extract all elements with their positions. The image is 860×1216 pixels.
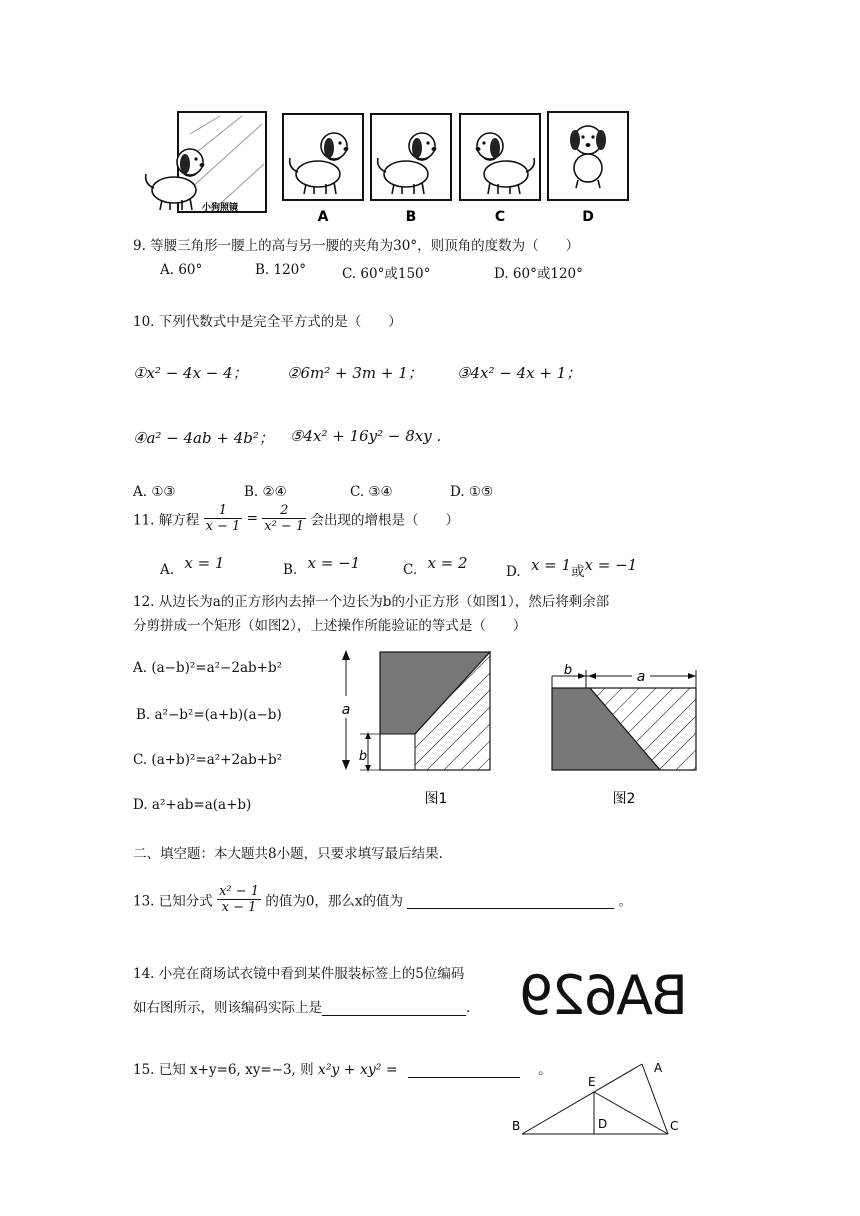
q11-option-d-expr: x = 1	[530, 556, 572, 574]
q9-option-c: C. 60°或150°	[342, 266, 431, 282]
q11-stem	[133, 503, 459, 534]
q10-item-5: ⑤4x² + 16y² − 8xy .	[290, 427, 442, 445]
q11-option-a-expr: x = 1	[184, 554, 225, 572]
q12-option-a: A. (a−b)²=a²−2ab+b²	[133, 660, 283, 676]
q12-option-b: B. a²−b²=(a+b)(a−b)	[136, 707, 282, 723]
q11-option-d-joiner: 或	[571, 564, 585, 580]
q11-fraction-2	[262, 503, 306, 534]
q9-option-b: B. 120°	[255, 262, 307, 278]
q11-equals: =	[246, 510, 258, 527]
fig1-caption: 图1	[424, 791, 448, 807]
q14-line-1: 14. 小亮在商场试衣镜中看到某件服装标签上的5位编码	[133, 966, 465, 982]
q11-option-c	[403, 554, 468, 578]
fig2-label-b: b	[563, 663, 573, 678]
q14-line-2-text: 如右图所示，则该编码实际上是	[133, 1000, 322, 1016]
q11-option-a-letter: A.	[160, 562, 175, 578]
q14-line-2	[133, 996, 470, 1016]
q13-end: 。	[618, 893, 633, 910]
q12-line-1: 12. 从边长为a的正方形内去掉一个边长为b的小正方形（如图1），然后将剩余部	[133, 594, 610, 610]
q10-item-4: ④a² − 4ab + 4b²；	[133, 429, 274, 447]
q10-stem: 10. 下列代数式中是完全平方式的是（ ）	[133, 314, 402, 330]
triangle-label-b: B	[512, 1119, 521, 1133]
triangle-label-d: D	[598, 1117, 608, 1131]
q11-fraction-1	[204, 503, 243, 534]
option-b-label: B	[405, 209, 417, 225]
q13-prefix: 13. 已知分式	[133, 893, 213, 910]
q11-option-c-letter: C.	[403, 562, 418, 578]
q10-option-a: A. ①③	[133, 484, 176, 500]
section-2-heading: 二、填空题：本大题共8小题，只要求填写最后结果.	[133, 846, 443, 862]
q11-option-a	[160, 554, 225, 578]
option-c-mirror	[460, 114, 540, 225]
q11-option-b-expr: x = −1	[307, 554, 361, 572]
q11-frac1-den: x − 1	[205, 519, 241, 534]
q15-expr: x²y + xy² =	[317, 1062, 398, 1078]
q14-end: .	[466, 1000, 471, 1016]
q9-stem: 9. 等腰三角形一腰上的高与另一腰的夹角为30°，则顶角的度数为（ ）	[133, 238, 580, 254]
q13-answer-blank[interactable]	[407, 890, 614, 909]
q15-stem	[133, 1058, 552, 1078]
q9-option-a: A. 60°	[160, 262, 203, 278]
mirror-caption: 小狗照镜	[201, 203, 239, 213]
fig1-label-a: a	[341, 702, 351, 718]
q14-answer-blank[interactable]	[322, 999, 466, 1016]
q13-suffix: 的值为0，那么x的值为	[265, 893, 404, 910]
q11-option-d	[506, 556, 638, 580]
q10-option-d: D. ①⑤	[450, 484, 494, 500]
q11-option-b	[283, 554, 361, 578]
triangle-label-e: E	[588, 1075, 596, 1089]
figure-1	[330, 646, 500, 816]
q11-option-c-expr: x = 2	[427, 554, 468, 572]
fig2-caption: 图2	[612, 791, 636, 807]
q11-frac2-den: x² − 1	[264, 519, 305, 534]
figure-2	[548, 660, 703, 820]
q12-option-d: D. a²+ab=a(a+b)	[133, 797, 252, 813]
q14-mirror-code-text: BA629	[520, 964, 688, 1027]
triangle-label-c: C	[670, 1119, 679, 1133]
q11-frac2-num: 2	[262, 503, 306, 519]
q15-end: 。	[538, 1062, 552, 1078]
q11-stem-suffix: 会出现的增根是（ ）	[310, 512, 460, 529]
q11-option-d-expr2: x = −1	[584, 556, 638, 574]
q13-frac-den: x − 1	[221, 900, 257, 915]
option-a-mirror	[283, 114, 363, 225]
original-mirror	[146, 112, 266, 213]
q14-mirror-code	[520, 964, 688, 1027]
q12-line-2: 分剪拼成一个矩形（如图2），上述操作所能验证的等式是（ ）	[133, 618, 527, 634]
q15-prefix: 15. 已知 x+y=6, xy=−3, 则	[133, 1062, 318, 1078]
q10-option-b: B. ②④	[244, 484, 287, 500]
option-c-label: C	[494, 209, 506, 225]
q11-frac1-num: 1	[204, 503, 243, 519]
mirror-dog-figure	[130, 104, 640, 224]
q12-option-c: C. (a+b)²=a²+2ab+b²	[133, 752, 283, 768]
q10-item-3: ③4x² − 4x + 1；	[457, 364, 582, 382]
q13-fraction	[217, 884, 261, 915]
q11-option-d-letter: D.	[506, 564, 521, 580]
q10-item-1: ①x² − 4x − 4；	[133, 364, 248, 382]
q15-answer-blank[interactable]	[408, 1061, 520, 1078]
q11-option-b-letter: B.	[283, 562, 298, 578]
fig1-label-b: b	[358, 749, 368, 764]
option-b-mirror	[371, 114, 451, 225]
q13-frac-num: x² − 1	[219, 884, 260, 899]
option-d-label: D	[582, 209, 594, 225]
triangle-label-a: A	[654, 1061, 663, 1075]
q10-option-c: C. ③④	[350, 484, 393, 500]
option-d-mirror	[548, 112, 628, 225]
q9-option-d: D. 60°或120°	[494, 266, 583, 282]
q10-item-2: ②6m² + 3m + 1；	[287, 364, 423, 382]
triangle-figure	[508, 1056, 688, 1140]
q13-stem	[133, 884, 632, 915]
fig2-label-a: a	[636, 669, 646, 685]
q11-stem-prefix: 11. 解方程	[133, 512, 200, 529]
option-a-label: A	[317, 209, 329, 225]
